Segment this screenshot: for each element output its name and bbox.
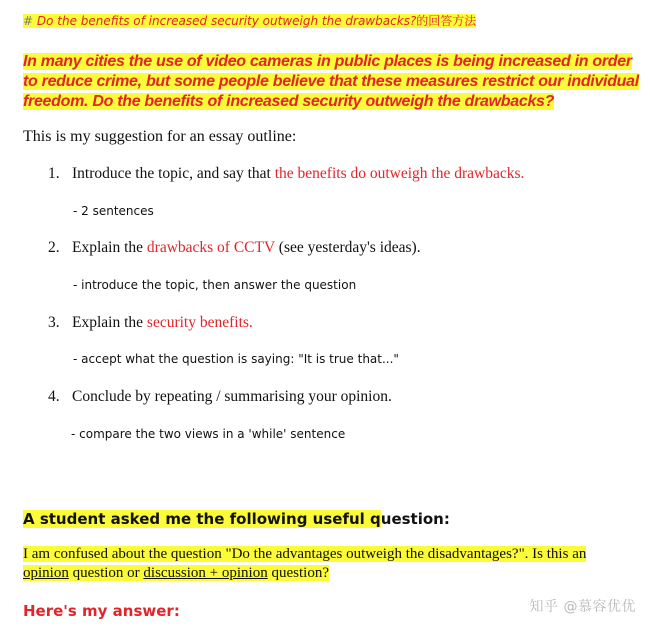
header-hash: # — [23, 14, 37, 28]
outline-step-3 — [48, 313, 253, 333]
step-text: Conclude by repeating / summarising your opinion. — [72, 388, 392, 405]
question-opinion: opinion — [23, 565, 69, 581]
step-number: 3. — [48, 314, 60, 331]
watermark: 知乎 @慕容优优 — [529, 599, 636, 615]
step-highlight: the benefits do outweigh the drawbacks. — [274, 165, 525, 182]
header-line — [23, 12, 476, 30]
question-discussion: discussion + opinion — [143, 565, 268, 581]
step-text: Explain the — [72, 239, 147, 256]
step-text-after: (see yesterday's ideas). — [274, 239, 421, 256]
outline-note-3: - accept what the question is saying: "It is true that..." — [73, 352, 399, 366]
student-question — [23, 545, 603, 583]
answer-heading: Here's my answer: — [23, 602, 180, 620]
essay-prompt-text: In many cities the use of video cameras in public places is being increased in order to reduce crime, but some people believe that these measures restrict our individual freedom. Do the benefits of increased security outweigh the drawbacks? — [23, 53, 639, 110]
outline-note-1: - 2 sentences — [73, 204, 154, 218]
header-suffix: 的回答方法 — [416, 14, 477, 28]
step-highlight: drawbacks of CCTV — [146, 239, 275, 256]
question-part2: question or — [68, 565, 144, 581]
outline-step-4 — [48, 387, 392, 407]
student-heading-highlighted: A student asked me the following useful q — [23, 510, 381, 528]
step-number: 1. — [48, 165, 60, 182]
student-heading — [23, 509, 450, 529]
student-heading-rest: uestion: — [380, 510, 450, 528]
question-part3: question? — [267, 565, 329, 581]
step-number: 2. — [48, 239, 60, 256]
step-text: Introduce the topic, and say that — [72, 165, 275, 182]
outline-step-2 — [48, 238, 421, 258]
header-question: Do the benefits of increased security outweigh the drawbacks? — [36, 14, 417, 28]
step-text: Explain the — [72, 314, 147, 331]
step-number: 4. — [48, 388, 60, 405]
outline-note-2: - introduce the topic, then answer the question — [73, 278, 357, 292]
essay-prompt — [23, 52, 643, 112]
outline-intro: This is my suggestion for an essay outline: — [23, 128, 297, 145]
outline-step-1 — [48, 164, 524, 184]
question-part1: I am confused about the question "Do the advantages outweigh the disadvantages?". Is this an — [23, 546, 587, 562]
step-highlight: security benefits. — [146, 314, 253, 331]
outline-note-4: - compare the two views in a 'while' sentence — [71, 427, 346, 441]
